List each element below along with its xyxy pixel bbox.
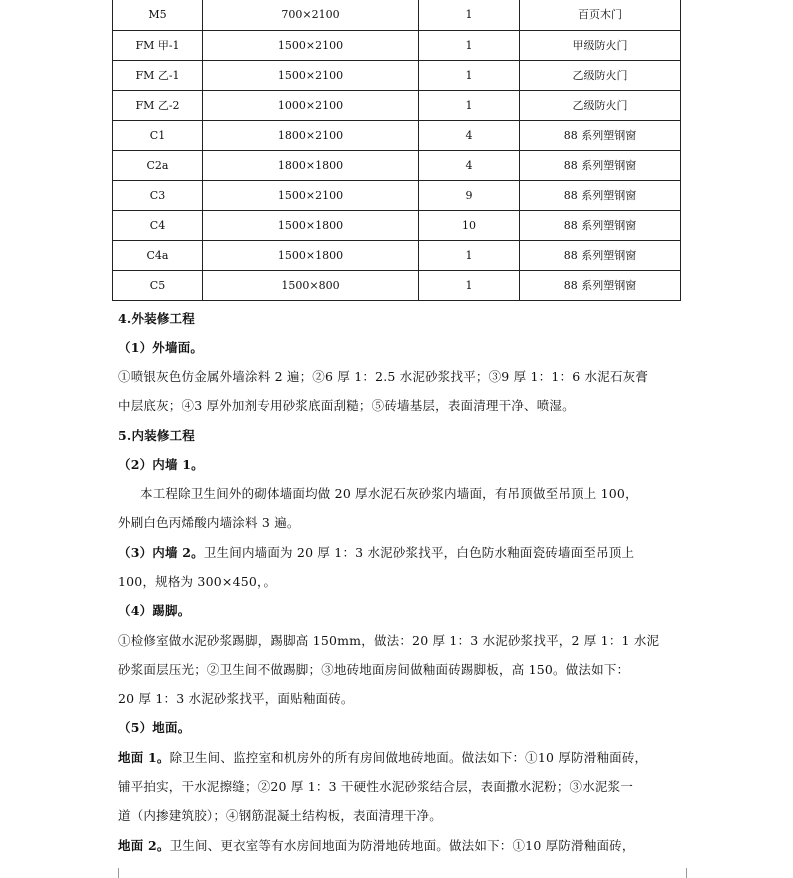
table-row <box>113 91 681 121</box>
size-cell: 1500×2100 <box>203 181 419 211</box>
table-row <box>113 61 681 91</box>
code-cell: C1 <box>113 121 203 151</box>
type-cell: 88 系列塑钢窗 <box>520 211 681 241</box>
exterior-wall-text-line: 中层底灰；④3 厚外加剂专用砂浆底面刮糙；⑤砖墙基层，表面清理干净、喷湿。 <box>118 398 575 413</box>
floor-2-label: 地面 2。 <box>118 838 170 853</box>
type-cell: 88 系列塑钢窗 <box>520 241 681 271</box>
floor-1-label: 地面 1。 <box>118 750 170 765</box>
code-cell: C4a <box>113 241 203 271</box>
code-cell: FM 甲-1 <box>113 31 203 61</box>
skirting-text-line: 砂浆面层压光；②卫生间不做踢脚；③地砖地面房间做釉面砖踢脚板，高 150。做法如下： <box>118 662 630 677</box>
code-cell: FM 乙-1 <box>113 61 203 91</box>
quantity-cell: 1 <box>419 271 520 301</box>
type-cell: 甲级防火门 <box>520 31 681 61</box>
size-cell: 700×2100 <box>203 0 419 31</box>
quantity-cell: 1 <box>419 31 520 61</box>
interior-wall-1-text-line: 本工程除卫生间外的砌体墙面均做 20 厚水泥石灰砂浆内墙面，有吊顶做至吊顶上 100， <box>140 486 638 501</box>
code-cell: M5 <box>113 0 203 31</box>
quantity-cell: 9 <box>419 181 520 211</box>
code-cell: C2a <box>113 151 203 181</box>
subheading-interior-wall-1: （2）内墙 1。 <box>118 457 204 472</box>
table-row <box>113 271 681 301</box>
size-cell: 1500×800 <box>203 271 419 301</box>
section-heading-exterior: 4.外装修工程 <box>118 311 195 326</box>
exterior-wall-text-line: ①喷银灰色仿金属外墙涂料 2 遍；②6 厚 1：2.5 水泥砂浆找平；③9 厚 1：1：6 水泥石灰膏 <box>118 369 649 384</box>
floor-2-text: 卫生间、更衣室等有水房间地面为防滑地砖地面。做法如下：①10 厚防滑釉面砖， <box>169 838 635 853</box>
table-row <box>113 0 681 31</box>
table-row <box>113 151 681 181</box>
interior-wall-2-text: 卫生间内墙面为 20 厚 1：3 水泥砂浆找平，白色防水釉面瓷砖墙面至吊顶上 <box>203 545 635 560</box>
type-cell: 88 系列塑钢窗 <box>520 151 681 181</box>
floor-2-paragraph <box>118 836 678 854</box>
interior-wall-2-paragraph <box>118 543 678 561</box>
type-cell: 乙级防火门 <box>520 91 681 121</box>
size-cell: 1800×1800 <box>203 151 419 181</box>
type-cell: 88 系列塑钢窗 <box>520 271 681 301</box>
table-row <box>113 31 681 61</box>
subheading-interior-wall-2: （3）内墙 2。 <box>118 545 204 560</box>
table-row <box>113 211 681 241</box>
quantity-cell: 1 <box>419 241 520 271</box>
skirting-text-line: 20 厚 1：3 水泥砂浆找平，面贴釉面砖。 <box>118 691 354 706</box>
floor-1-paragraph <box>118 748 678 766</box>
quantity-cell: 4 <box>419 151 520 181</box>
subheading-floor: （5）地面。 <box>118 720 191 735</box>
code-cell: C3 <box>113 181 203 211</box>
floor-1-text-line: 铺平拍实，干水泥擦缝；②20 厚 1：3 干硬性水泥砂浆结合层，表面撒水泥粉；③水泥浆一 <box>118 779 634 794</box>
section-heading-interior: 5.内装修工程 <box>118 428 195 443</box>
quantity-cell: 4 <box>419 121 520 151</box>
floor-1-text-line: 道（内掺建筑胶）；④钢筋混凝土结构板，表面清理干净。 <box>118 808 442 823</box>
door-window-table <box>112 0 681 301</box>
table-row <box>113 241 681 271</box>
code-cell: C4 <box>113 211 203 241</box>
quantity-cell: 1 <box>419 0 520 31</box>
size-cell: 1500×2100 <box>203 31 419 61</box>
interior-wall-2-text-line: 100，规格为 300×450，。 <box>118 574 277 589</box>
size-cell: 1800×2100 <box>203 121 419 151</box>
type-cell: 88 系列塑钢窗 <box>520 121 681 151</box>
type-cell: 百页木门 <box>520 0 681 31</box>
type-cell: 乙级防火门 <box>520 61 681 91</box>
code-cell: FM 乙-2 <box>113 91 203 121</box>
size-cell: 1500×2100 <box>203 61 419 91</box>
quantity-cell: 10 <box>419 211 520 241</box>
subheading-exterior-wall: （1）外墙面。 <box>118 340 204 355</box>
subheading-skirting: （4）踢脚。 <box>118 603 191 618</box>
type-cell: 88 系列塑钢窗 <box>520 181 681 211</box>
table-body <box>113 0 681 301</box>
size-cell: 1000×2100 <box>203 91 419 121</box>
code-cell: C5 <box>113 271 203 301</box>
table-row <box>113 181 681 211</box>
quantity-cell: 1 <box>419 91 520 121</box>
floor-1-text: 除卫生间、监控室和机房外的所有房间做地砖地面。做法如下：①10 厚防滑釉面砖， <box>169 750 648 765</box>
size-cell: 1500×1800 <box>203 211 419 241</box>
quantity-cell: 1 <box>419 61 520 91</box>
table-row <box>113 121 681 151</box>
size-cell: 1500×1800 <box>203 241 419 271</box>
skirting-text-line: ①检修室做水泥砂浆踢脚，踢脚高 150mm，做法：20 厚 1：3 水泥砂浆找平，2 厚 1：1 水泥 <box>118 633 660 648</box>
interior-wall-1-text-line: 外刷白色丙烯酸内墙涂料 3 遍。 <box>118 515 300 530</box>
